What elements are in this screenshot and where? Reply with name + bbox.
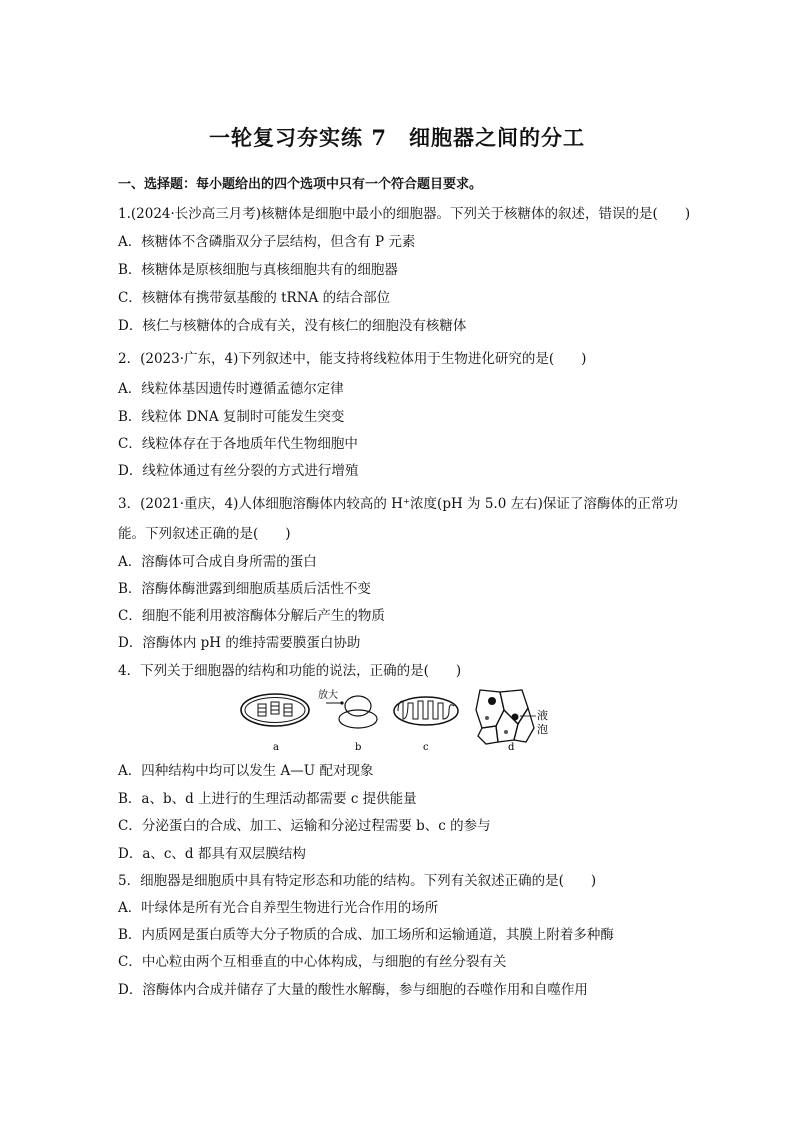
organelle-diagram <box>238 688 558 758</box>
question-4-option-c: C．分泌蛋白的合成、加工、运输和分泌过程需要 b、c 的参与 <box>118 818 491 834</box>
figure-label-a: a <box>273 742 279 753</box>
question-5-option-d: D．溶酶体内合成并储存了大量的酸性水解酶，参与细胞的吞噬作用和自噬作用 <box>118 982 588 998</box>
page-title: 一轮复习夯实练 7 细胞器之间的分工 <box>209 125 585 150</box>
figure-label-c: c <box>423 742 429 753</box>
question-3-option-b: B．溶酶体酶泄露到细胞质基质后活性不变 <box>118 581 371 597</box>
question-2-stem: 2．(2023·广东，4)下列叙述中，能支持将线粒体用于生物进化研究的是( ) <box>118 351 587 367</box>
question-2-option-c: C．线粒体存在于各地质年代生物细胞中 <box>118 436 358 452</box>
question-5-option-c: C．中心粒由两个互相垂直的中心体构成，与细胞的有丝分裂有关 <box>118 954 507 970</box>
question-1-option-a: A．核糖体不含磷脂双分子层结构，但含有 P 元素 <box>118 234 416 250</box>
question-5-option-a: A．叶绿体是所有光合自养型生物进行光合作用的场所 <box>118 900 439 916</box>
question-3-option-d: D．溶酶体内 pH 的维持需要膜蛋白协助 <box>118 635 361 651</box>
question-3-option-a: A．溶酶体可合成自身所需的蛋白 <box>118 554 317 570</box>
question-3-stem-continued: 能。下列叙述正确的是( ) <box>118 526 291 542</box>
question-2-option-d: D．线粒体通过有丝分裂的方式进行增殖 <box>118 463 359 479</box>
question-4-stem: 4．下列关于细胞器的结构和功能的说法，正确的是( ) <box>118 663 462 679</box>
figure-label-b: b <box>355 742 362 753</box>
question-3-option-c: C．细胞不能利用被溶酶体分解后产生的物质 <box>118 608 385 624</box>
question-3-stem: 3．(2021·重庆，4)人体细胞溶酶体内较高的 H⁺浓度(pH 为 5.0 左右)保证了溶酶体的正常功 <box>118 496 678 512</box>
question-1-option-d: D．核仁与核糖体的合成有关，没有核仁的细胞没有核糖体 <box>118 318 467 334</box>
question-2-option-a: A．线粒体基因遗传时遵循孟德尔定律 <box>118 381 344 397</box>
question-1-stem: 1.(2024·长沙高三月考)核糖体是细胞中最小的细胞器。下列关于核糖体的叙述，错误的是( ) <box>118 206 691 222</box>
vacuole-label-2: 泡 <box>537 723 548 736</box>
enlarge-label: 放大 <box>318 690 338 701</box>
question-5-option-b: B．内质网是蛋白质等大分子物质的合成、加工场所和运输通道，其膜上附着多种酶 <box>118 927 614 943</box>
organelle-c-mitochondrion <box>394 697 458 725</box>
question-4-option-b: B．a、b、d 上进行的生理活动都需要 c 提供能量 <box>118 791 417 807</box>
question-2-option-b: B．线粒体 DNA 复制时可能发生突变 <box>118 409 345 425</box>
vacuole-label-1: 液 <box>537 709 548 722</box>
section-heading: 一、选择题：每小题给出的四个选项中只有一个符合题目要求。 <box>118 177 483 192</box>
organelle-figure <box>238 688 558 758</box>
question-5-stem: 5．细胞器是细胞质中具有特定形态和功能的结构。下列有关叙述正确的是( ) <box>118 873 597 889</box>
organelle-b-ribosome <box>318 688 377 728</box>
question-1-option-c: C．核糖体有携带氨基酸的 tRNA 的结合部位 <box>118 290 391 306</box>
question-4-option-d: D．a、c、d 都具有双层膜结构 <box>118 846 306 862</box>
question-1-option-b: B．核糖体是原核细胞与真核细胞共有的细胞器 <box>118 262 398 278</box>
question-4-option-a: A．四种结构中均可以发生 A—U 配对现象 <box>118 763 374 779</box>
organelle-a-chloroplast <box>241 694 309 726</box>
organelle-d-plant-cells <box>476 690 548 744</box>
figure-label-d: d <box>508 742 515 753</box>
